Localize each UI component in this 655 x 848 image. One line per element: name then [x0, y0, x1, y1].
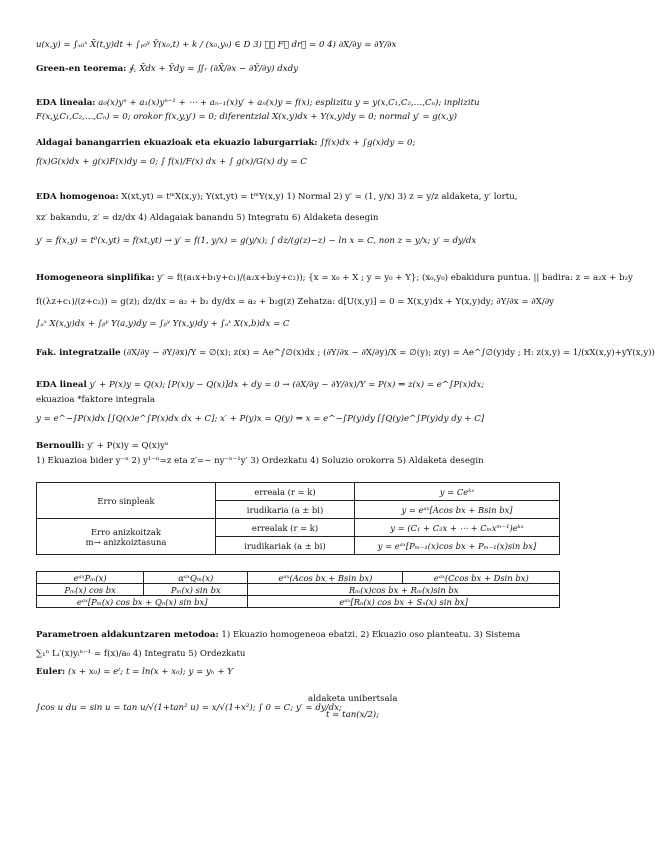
euler-line	[36, 667, 569, 678]
pt-cell: Pₘ(x) sin bx	[144, 584, 248, 596]
multiplicity-label: m→ anizkoiztasuna	[85, 536, 167, 547]
bernoulli-formula: y′ + P(x)y = Q(x)yⁿ	[84, 441, 169, 451]
parameter-variation-line	[36, 630, 569, 641]
parameter-variation-steps-line: ∑₁ⁿ Lᵢ′(x)yᵢⁿ⁻¹ = f(x)/a₀ 4) Integratu 5) Ordezkatu	[36, 649, 246, 659]
multiple-roots-cell	[37, 519, 216, 555]
particular-solution-table	[36, 571, 560, 608]
parameter-variation-steps: 1) Ekuazio homogeneoa ebatzi. 2) Ekuazio oso planteatu. 3) Sistema	[218, 630, 521, 640]
linear-first-order-heading: EDA lineal	[36, 380, 87, 390]
exact-solution-line: ∫ₐˣ X(x,y)dx + ∫ᵦʸ Y(a,y)dy = ∫ᵦʸ Y(x,y)dy + ∫ₐˣ X(x,b)dx = C	[36, 319, 290, 329]
separable-solution-line: f(x)G(x)dx + g(x)F(x)dy = 0; ∫ f(x)/F(x) dx + ∫ g(x)/G(x) dy = C	[36, 157, 307, 167]
imaginary-root-cell: irudikaria (a ± bi)	[216, 501, 355, 519]
pt-cell: eᵃˣ(Ccos bx + Dsin bx)	[403, 572, 560, 584]
factor-note-line: ekuazioa *faktore integrala	[36, 395, 156, 405]
separable-line	[36, 138, 569, 149]
reducible-homogeneous-heading: Homogeneora sinplifika:	[36, 273, 155, 283]
green-theorem-heading: Green-en teorema:	[36, 64, 127, 74]
linear-eda-line	[36, 98, 569, 109]
pt-cell: eᵃˣPₘ(x)	[37, 572, 144, 584]
simple-roots-cell: Erro sinpleak	[37, 483, 216, 519]
separable-formula: ∫f(x)dx + ∫g(x)dy = 0;	[317, 138, 416, 148]
green-theorem-line	[36, 64, 569, 75]
pt-cell: Rₘ(x)cos bx + Rₘ(x)sin bx	[248, 584, 560, 596]
linear-first-order-line	[36, 380, 569, 391]
universal-substitution-label: aldaketa unibertsala	[308, 694, 398, 704]
multiple-imaginary-solution-cell: y = eᵃˣ[Pₘ₋₁(x)cos bx + Pₘ₋₁(x)sin bx]	[355, 537, 560, 555]
pt-cell: eᵃˣ[Pₘ(x) cos bx + Qₙ(x) sin bx]	[37, 596, 248, 608]
bernoulli-steps-line: 1) Ekuazioa bider y⁻ⁿ 2) y¹⁻ⁿ=z eta z′=− ny⁻ⁿ⁻¹y′ 3) Ordezkatu 4) Soluzio orokorra 5) Aldaketa desegin	[36, 456, 484, 466]
linear-first-order-formula: y′ + P(x)y = Q(x); [P(x)y − Q(x)]dx + dy = 0 → (∂X/∂y − ∂Y/∂x)/Y = P(x) ⇒ z(x) = e^∫P(x)dx;	[86, 380, 485, 390]
separable-heading: Aldagai banangarrien ekuazioak eta ekuazio laburgarriak:	[36, 138, 318, 148]
bernoulli-line	[36, 441, 569, 452]
bernoulli-heading: Bernoulli:	[36, 441, 85, 451]
pt-cell: eᵃˣ(Acos bx + Bsin bx)	[248, 572, 403, 584]
multiple-real-root-cell: errealak (r = k)	[216, 519, 355, 537]
potential-function-line: u(x,y) = ∫ₓ₀ˣ X̄(t,y)dt + ∫ᵧ₀ʸ Ȳ(x₀,t) + k / (x₀,y₀) ∈ D 3) ∮꜀ F⃗ dr⃗ = 0 4) ∂X/∂y = ∂Y/∂x	[36, 40, 397, 50]
integrating-factor-formula: (∂X/∂y − ∂Y/∂x)/Y = ∅(x); z(x) = Ae^∫∅(x)dx ; (∂Y/∂x − ∂X/∂y)/X = ∅(y); z(y) = Ae^∫∅(y)dy ; H: z(x,y) = 1/(xX(x,y)+yY(x,y))	[120, 348, 655, 358]
parameter-variation-heading: Parametroen aldakuntzaren metodoa:	[36, 630, 219, 640]
pt-cell: Pₘ(x) cos bx	[37, 584, 144, 596]
linear-solution-line: y = e^−∫P(x)dx [∫Q(x)e^∫P(x)dx dx + C]; x′ + P(y)x = Q(y) ⇒ x = e^−∫P(y)dy [∫Q(y)e^∫P(y)dy dy + C]	[36, 414, 485, 424]
homogeneous-steps-line: xz′ bakandu, z′ = dz/dx 4) Aldagaiak banandu 5) Integratu 6) Aldaketa desegin	[36, 213, 379, 223]
imaginary-root-solution-cell: y = eᵃˣ[Acos bx + Bsin bx]	[355, 501, 560, 519]
linear-eda-formula: a₀(x)yⁿ + a₁(x)yⁿ⁻¹ + ⋯ + aₙ₋₁(x)y′ + aₙ(x)y = f(x); esplizitu y = y(x,C₁,C₂,…,Cₙ); inplizitu	[95, 98, 480, 108]
multiple-roots-label: Erro anizkoitzak	[91, 526, 161, 537]
universal-substitution-line: ∫cos u du = sin u = tan u/√(1+tan² u) = x/√(1+x²); ∫ 0 = C; y′ = dy/dx;	[36, 703, 342, 713]
integrating-factor-line	[36, 348, 655, 359]
multiple-real-solution-cell: y = (C₁ + C₂x + ⋯ + Cₘxᵐ⁻¹)eᵏˣ	[355, 519, 560, 537]
integrating-factor-heading: Fak. integratzaile	[36, 348, 121, 358]
exact-line: f((λz+c₁)/(z+c₂)) = g(z); dz/dx = a₂ + b₂ dy/dx = a₂ + b₂g(z) Zehatza: d[U(x,y)] = 0 = X(x,y)dx + Y(x,y)dy; ∂Y/∂x = ∂X/∂y	[36, 297, 555, 307]
reducible-homogeneous-formula: y′ = f((a₁x+b₁y+c₁)/(a₂x+b₂y+c₂)); {x = x₀ + X ; y = y₀ + Y}; (x₀,y₀) ebakidura puntua. || badira: z = a₂x + b₂y	[154, 273, 633, 283]
linear-eda-heading: EDA lineala:	[36, 98, 96, 108]
linear-eda-forms-line: F(x,y,C₁,C₂,…,Cₙ) = 0; orokor f(x,y,y′) = 0; diferentzial X(x,y)dx + Y(x,y)dy = 0; normal y′ = g(x,y)	[36, 112, 457, 122]
homogeneous-solution-line: y′ = f(x,y) = t⁰(x,yt) = f(xt,yt) → y′ = f(1, y/x) = g(y/x); ∫ dz/(g(z)−z) − ln x = C, non z = y/x; y′ = dy/dx	[36, 236, 477, 246]
euler-heading: Euler:	[36, 667, 66, 677]
homogeneous-steps: X(xt,yt) = tᵐX(x,y); Y(xt,yt) = tᵐY(x,y) 1) Normal 2) y′ = (1, y/x) 3) z = y/z aldaketa, y′ lortu,	[118, 192, 518, 202]
homogeneous-line	[36, 192, 569, 203]
multiple-imaginary-root-cell: irudikariak (a ± bi)	[216, 537, 355, 555]
green-theorem-formula: ∮꜀ X̄dx + Ȳdy = ∬ᵣ (∂X̄/∂x − ∂Ȳ/∂y) dxdy	[126, 64, 298, 74]
pt-cell: eᵃˣ[Rₙ(x) cos bx + Sₙ(x) sin bx]	[248, 596, 560, 608]
homogeneous-heading: EDA homogenoa:	[36, 192, 119, 202]
roots-table	[36, 482, 560, 555]
euler-formula: (x + x₀) = eᵗ; t = ln(x + x₀); y = yₕ + Y	[65, 667, 233, 677]
real-root-cell: erreala (r = k)	[216, 483, 355, 501]
universal-substitution-formula: t = tan(x/2);	[326, 710, 380, 720]
real-root-solution-cell: y = Ceᵏˣ	[355, 483, 560, 501]
pt-cell: αᵃˣQₘ(x)	[144, 572, 248, 584]
reducible-homogeneous-line	[36, 273, 633, 284]
